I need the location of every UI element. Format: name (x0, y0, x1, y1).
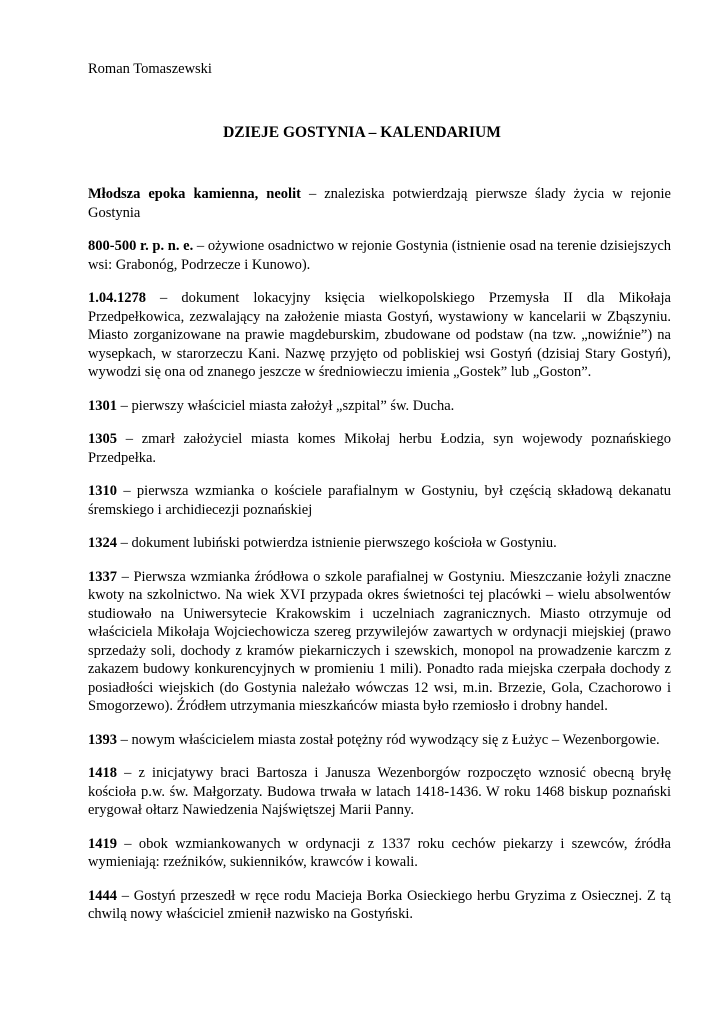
entry-text: – obok wzmiankowanych w ordynacji z 1337 roku cechów piekarzy i szewców, źródła wymieniają: rzeźników, sukienników, krawców i kowali. (88, 835, 671, 870)
entry-date: 800-500 r. p. n. e. (88, 238, 194, 254)
entry-text: – dokument lokacyjny księcia wielkopolskiego Przemysła II dla Mikołaja Przedpełkowica, zezwalający na założenie miasta Gostyń, wystawiony w kancelarii w Zbąszyniu. Miasto zorganizowane na prawie magdeburskim, zbudowane od podstaw (na tzw. „nowiźnie”) na wysepkach, w starorzeczu Kani. Nazwę przyjęto od pobliskiej wsi Gostyń (dzisiaj Stary Gostyń), wywodzi się ona od znanego jeszcze w średniowieczu imienia „Gostek” lub „Goston”. (88, 290, 671, 380)
calendar-entry (88, 835, 671, 872)
calendar-entries (88, 185, 671, 939)
document-title: DZIEJE GOSTYNIA – KALENDARIUM (223, 124, 501, 141)
entry-text: – nowym właścicielem miasta został potężny ród wywodzący się z Łużyc – Wezenborgowie. (117, 731, 660, 748)
calendar-entry (88, 185, 671, 222)
entry-date: 1.04.1278 (88, 290, 146, 306)
entry-text: – Gostyń przeszedł w ręce rodu Macieja Borka Osieckiego herbu Gryzima z Osiecznej. Z tą chwilą nowy właściciel zmienił nazwisko na Gostyński. (88, 887, 671, 922)
entry-date: 1301 (88, 397, 117, 414)
calendar-entry (88, 237, 671, 274)
entry-text: – ożywione osadnictwo w rejonie Gostynia (istnienie osad na terenie dzisiejszych wsi: Grabonóg, Podrzecze i Kunowo). (88, 238, 672, 273)
entry-date: 1393 (88, 731, 117, 748)
entry-date: 1419 (88, 835, 117, 852)
calendar-entry (88, 430, 671, 467)
entry-date: 1418 (88, 765, 117, 781)
entry-text: – dokument lubiński potwierdza istnienie pierwszego kościoła w Gostyniu. (117, 535, 557, 551)
entry-text: – zmarł założyciel miasta komes Mikołaj herbu Łodzia, syn wojewody poznańskiego Przedpełka. (88, 431, 671, 466)
calendar-entry (88, 568, 671, 716)
entry-date: 1337 (88, 568, 117, 585)
entry-date: Młodsza epoka kamienna, neolit (88, 186, 301, 202)
entry-date: 1324 (88, 535, 117, 551)
calendar-entry (88, 397, 671, 416)
calendar-entry (88, 731, 671, 750)
entry-date: 1444 (88, 887, 117, 904)
entry-text: – pierwsza wzmianka o kościele parafialnym w Gostyniu, był częścią składową dekanatu śremskiego i archidiecezji poznańskiej (88, 483, 671, 518)
entry-text: – pierwszy właściciel miasta założył „szpital” św. Ducha. (117, 397, 455, 414)
calendar-entry (88, 887, 671, 924)
calendar-entry (88, 534, 671, 553)
entry-date: 1310 (88, 483, 117, 499)
author-name: Roman Tomaszewski (88, 61, 212, 77)
entry-date: 1305 (88, 431, 117, 447)
entry-text: – znaleziska potwierdzają pierwsze ślady życia w rejonie Gostynia (88, 186, 671, 221)
entry-text: – z inicjatywy braci Bartosza i Janusza Wezenborgów rozpoczęto wznosić obecną bryłę kościoła p.w. św. Małgorzaty. Budowa trwała w latach 1418-1436. W roku 1468 biskup poznański erygował ołtarz Nawiedzenia Najświętszej Marii Panny. (88, 765, 671, 818)
calendar-entry (88, 289, 671, 382)
calendar-entry (88, 764, 671, 820)
calendar-entry (88, 482, 671, 519)
entry-text: – Pierwsza wzmianka źródłowa o szkole parafialnej w Gostyniu. Mieszczanie łożyli znaczne kwoty na szkolnictwo. Na wiek XVI przypada okres świetności tej placówki – wielu absolwentów studiowało na Uniwersytecie Krakowskim i uczelniach zagranicznych. Miasto otrzymuje od właściciela Mikołaja Wojciechowicza szereg przywilejów zawartych w ordynacji miejskiej (prawo sprzedaży soli, dochody z kramów piekarniczych i szewskich, monopol na prowadzenie karczm z zakazem budowy konkurencyjnych w promieniu 1 mili). Ponadto rada miejska czerpała dochody z posiadłości wiejskich (do Gostynia należało wówczas 12 wsi, m.in. Brzezie, Gola, Czachorowo i Smogorzewo). Źródłem utrzymania mieszkańców miasta było rzemiosło i drobny handel. (88, 568, 671, 714)
